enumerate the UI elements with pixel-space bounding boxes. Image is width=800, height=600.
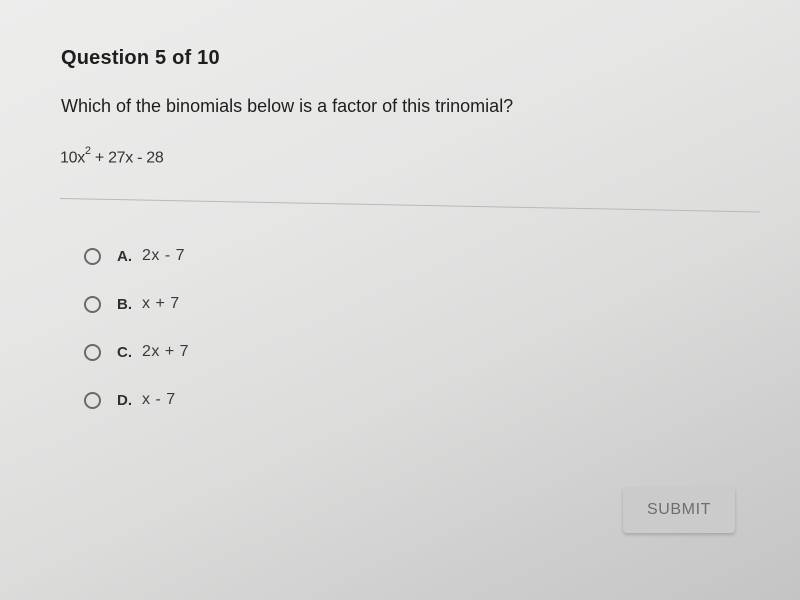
option-d-text: x - 7 [142,391,176,408]
submit-button[interactable]: SUBMIT [623,487,735,533]
trinomial-remaining-terms: + 27x - 28 [90,149,164,167]
radio-button-c[interactable] [84,344,101,361]
divider [60,198,760,212]
option-d-letter: D. [117,391,132,409]
option-b[interactable] [84,280,189,328]
answer-options [84,232,189,424]
option-c[interactable] [84,328,189,376]
trinomial-exponent: 2 [84,145,91,157]
option-b-letter: B. [117,295,132,313]
option-d[interactable] [84,376,189,424]
question-counter: Question 5 of 10 [61,47,220,69]
option-a[interactable] [84,232,189,280]
option-c-text: 2x + 7 [142,343,190,360]
trinomial-leading-term: 10x [60,149,85,167]
option-a-letter: A. [117,247,132,265]
option-c-letter: C. [117,343,132,361]
option-b-text: x + 7 [142,295,180,312]
radio-button-b[interactable] [84,296,101,313]
trinomial-expression [60,147,163,167]
radio-button-d[interactable] [84,392,101,409]
radio-button-a[interactable] [84,248,101,265]
option-a-text: 2x - 7 [142,247,186,264]
question-prompt: Which of the binomials below is a factor of this trinomial? [61,96,514,116]
